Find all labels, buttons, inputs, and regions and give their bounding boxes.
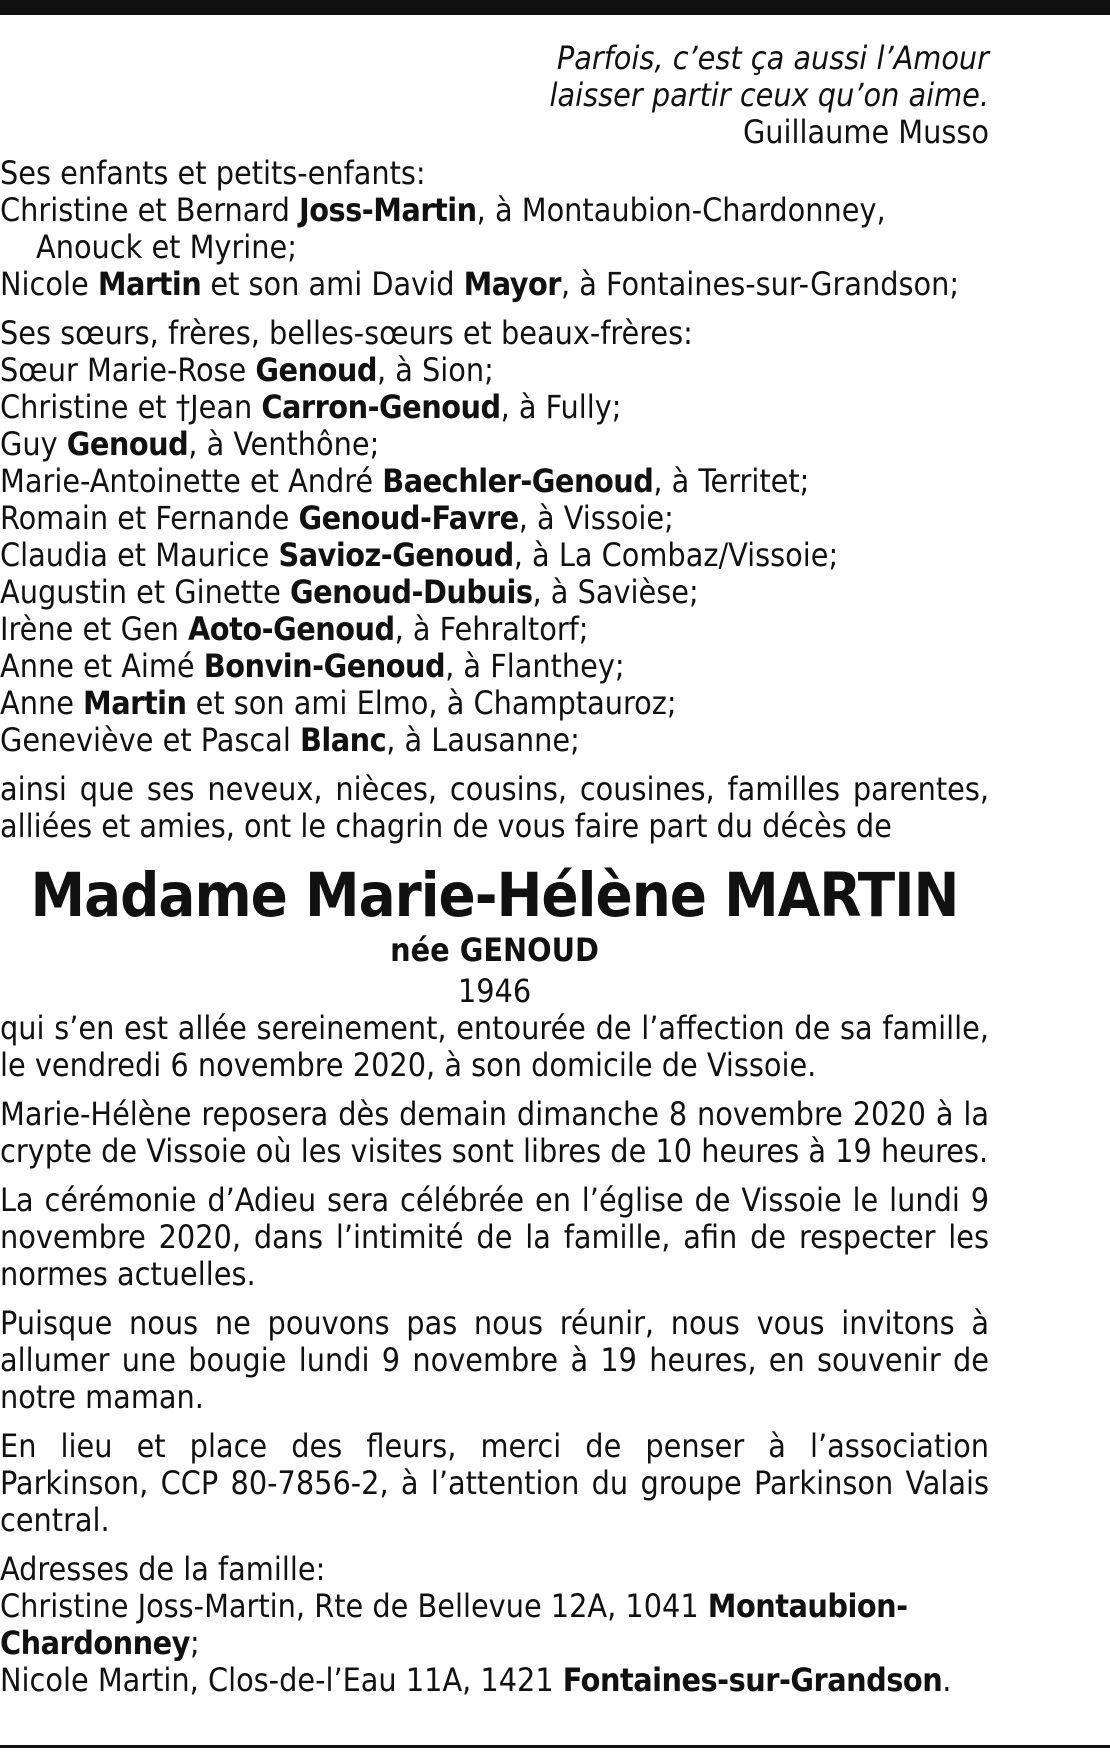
children-line-1: Christine et Bernard Joss-Martin, à Montaubion-Chardonney, [0, 191, 886, 229]
deceased-birth-year: 1946 [457, 972, 532, 1010]
paragraph-ceremony: La cérémonie d’Adieu sera célébrée en l’église de Vissoie le lundi 9 novembre 2020, dans l’intimité de la famille, afin de respecter les normes actuelles. [0, 1181, 989, 1293]
epigraph-line-2: laisser partir ceux qu’on aime. [549, 76, 989, 114]
deceased-name: Madame Marie-Hélène MARTIN [30, 860, 959, 931]
children-section [0, 155, 989, 303]
sibling-line: Claudia et Maurice Savioz-Genoud, à La Combaz/Vissoie; [0, 536, 839, 574]
epigraph-author: Guillaume Musso [742, 113, 989, 151]
address-line-1: Christine Joss-Martin, Rte de Bellevue 12A, 1041 Montaubion-Chardonney; [0, 1587, 908, 1662]
sibling-line: Anne et Aimé Bonvin-Genoud, à Flanthey; [0, 647, 625, 685]
siblings-section [0, 315, 989, 759]
sibling-line: Augustin et Ginette Genoud-Dubuis, à Savièse; [0, 573, 699, 611]
paragraph-donations: En lieu et place des fleurs, merci de penser à l’association Parkinson, CCP 80-7856-2, à l’attention du groupe Parkinson Valais central. [0, 1427, 989, 1539]
deceased-maiden-name: née GENOUD [390, 931, 599, 969]
sibling-line: Geneviève et Pascal Blanc, à Lausanne; [0, 721, 580, 759]
paragraph-viewing: Marie-Hélène reposera dès demain dimanche 8 novembre 2020 à la crypte de Vissoie où les visites sont libres de 10 heures à 19 heures. [0, 1095, 989, 1170]
sibling-line: Christine et †Jean Carron-Genoud, à Fully; [0, 388, 622, 426]
siblings-heading: Ses sœurs, frères, belles-sœurs et beaux-frères: [0, 314, 693, 352]
bottom-border [0, 1745, 1110, 1748]
top-border [0, 0, 1110, 15]
sibling-line: Anne Martin et son ami Elmo, à Champtauroz; [0, 684, 677, 722]
sibling-line: Guy Genoud, à Venthône; [0, 425, 380, 463]
paragraph-candle: Puisque nous ne pouvons pas nous réunir, nous vous invitons à allumer une bougie lundi 9 novembre à 19 heures, en souvenir de notre maman. [0, 1304, 989, 1416]
sibling-line: Romain et Fernande Genoud-Favre, à Vissoie; [0, 499, 674, 537]
address-line-2: Nicole Martin, Clos-de-l’Eau 11A, 1421 Fontaines-sur-Grandson. [0, 1661, 952, 1699]
addresses-heading: Adresses de la famille: [0, 1550, 326, 1588]
siblings-list [0, 352, 989, 759]
sibling-line: Sœur Marie-Rose Genoud, à Sion; [0, 351, 494, 389]
children-line-2: Nicole Martin et son ami David Mayor, à Fontaines-sur-Grandson; [0, 265, 960, 303]
children-line-1-cont: Anouck et Myrine; [36, 228, 297, 266]
family-addresses [0, 1551, 989, 1699]
epigraph [0, 40, 989, 151]
sibling-line: Irène et Gen Aoto-Genoud, à Fehraltorf; [0, 610, 589, 648]
obituary-notice [0, 40, 989, 1699]
announcement-text: ainsi que ses neveux, nièces, cousins, cousines, familles parentes, alliées et amies, ont le chagrin de vous faire part du décès de [0, 770, 989, 845]
epigraph-line-1: Parfois, c’est ça aussi l’Amour [556, 39, 989, 77]
sibling-line: Marie-Antoinette et André Baechler-Genoud, à Territet; [0, 462, 810, 500]
children-heading: Ses enfants et petits-enfants: [0, 154, 426, 192]
paragraph-passing: qui s’en est allée sereinement, entourée de l’affection de sa famille, le vendredi 6 novembre 2020, à son domicile de Vissoie. [0, 1009, 989, 1084]
